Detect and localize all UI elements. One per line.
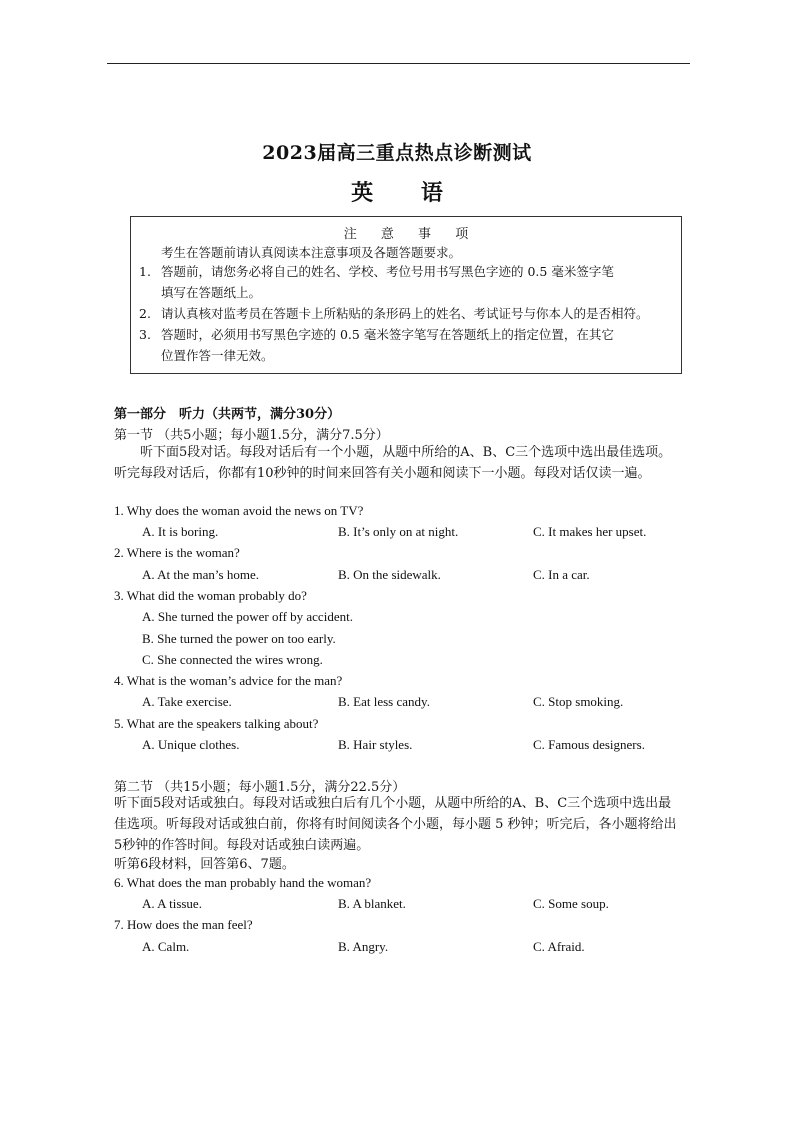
notice-item bbox=[139, 324, 679, 366]
part-heading: 第一部分 听力（共两节，满分30分） bbox=[114, 407, 341, 422]
option-b: B. Angry. bbox=[338, 939, 389, 954]
option-a: A. Calm. bbox=[142, 939, 190, 954]
option-c: C. Some soup. bbox=[533, 896, 609, 911]
option-b: B. Eat less candy. bbox=[338, 694, 430, 709]
notice-item-number: 2. bbox=[139, 306, 151, 321]
option-b: B. A blanket. bbox=[338, 896, 406, 911]
notice-item-number: 3. bbox=[139, 327, 151, 342]
option-a: A. She turned the power off by accident. bbox=[142, 609, 353, 624]
notice-intro: 考生在答题前请认真阅读本注意事项及各题答题要求。 bbox=[161, 245, 462, 260]
question-text: 3. What did the woman probably do? bbox=[114, 588, 307, 603]
option-a: A. It is boring. bbox=[142, 524, 219, 539]
question-text: 4. What is the woman’s advice for the man? bbox=[114, 673, 343, 688]
notice-item-text: 答题前，请您务必将自己的姓名、学校、考位号用书写黑色字迹的 0.5 毫米签字笔 bbox=[161, 264, 614, 279]
notice-item bbox=[139, 303, 679, 324]
option-c: C. It makes her upset. bbox=[533, 524, 647, 539]
notice-item-text: 答题时，必须用书写黑色字迹的 0.5 毫米签字笔写在答题纸上的指定位置，在其它 bbox=[161, 327, 614, 342]
notice-item bbox=[139, 261, 679, 303]
option-a: A. At the man’s home. bbox=[142, 567, 259, 582]
option-c: C. Stop smoking. bbox=[533, 694, 624, 709]
option-c: C. In a car. bbox=[533, 567, 590, 582]
option-a: A. A tissue. bbox=[142, 896, 202, 911]
section-heading: 第二节 （共15小题；每小题1.5分，满分22.5分） bbox=[114, 780, 406, 795]
question-text: 5. What are the speakers talking about? bbox=[114, 716, 319, 731]
question-text: 6. What does the man probably hand the woman? bbox=[114, 875, 372, 890]
section-instructions: 听下面5段对话或独白。每段对话或独白后有几个小题，从题中所给的A、B、C三个选项中选出最佳选项。听每段对话或独白前，你将有时间阅读各个小题，每小题 5 秒钟；听完后，各小题将给出5秒钟的作答时间。每段对话或独白读两遍。 bbox=[114, 796, 677, 853]
notice-item-continuation: 填写在答题纸上。 bbox=[161, 285, 262, 300]
header-rule bbox=[107, 63, 690, 64]
option-c: C. She connected the wires wrong. bbox=[142, 652, 323, 667]
option-b: B. She turned the power on too early. bbox=[142, 631, 336, 646]
notice-item-continuation: 位置作答一律无效。 bbox=[161, 348, 274, 363]
option-a: A. Take exercise. bbox=[142, 694, 232, 709]
option-b: B. On the sidewalk. bbox=[338, 567, 441, 582]
question-text: 1. Why does the woman avoid the news on TV? bbox=[114, 503, 364, 518]
option-a: A. Unique clothes. bbox=[142, 737, 240, 752]
notice-box bbox=[130, 216, 682, 374]
option-c: C. Afraid. bbox=[533, 939, 585, 954]
option-c: C. Famous designers. bbox=[533, 737, 645, 752]
question-text: 7. How does the man feel? bbox=[114, 917, 253, 932]
option-b: B. Hair styles. bbox=[338, 737, 413, 752]
option-b: B. It’s only on at night. bbox=[338, 524, 459, 539]
notice-title: 注 意 事 项 bbox=[343, 227, 479, 242]
notice-item-text: 请认真核对监考员在答题卡上所粘贴的条形码上的姓名、考试证号与你本人的是否相符。 bbox=[161, 306, 649, 321]
section-heading: 第一节 （共5小题；每小题1.5分，满分7.5分） bbox=[114, 428, 389, 443]
section-instructions: 听下面5段对话。每段对话后有一个小题，从题中所给的A、B、C三个选项中选出最佳选项。听完每段对话后，你都有10秒钟的时间来回答有关小题和阅读下一小题。每段对话仅读一遍。 bbox=[114, 445, 672, 481]
exam-subject: 英 语 bbox=[351, 180, 463, 206]
material-note: 听第6段材料，回答第6、7题。 bbox=[114, 857, 295, 872]
question-text: 2. Where is the woman? bbox=[114, 545, 240, 560]
notice-item-number: 1. bbox=[139, 264, 151, 279]
exam-title: 2023届高三重点热点诊断测试 bbox=[262, 142, 532, 164]
